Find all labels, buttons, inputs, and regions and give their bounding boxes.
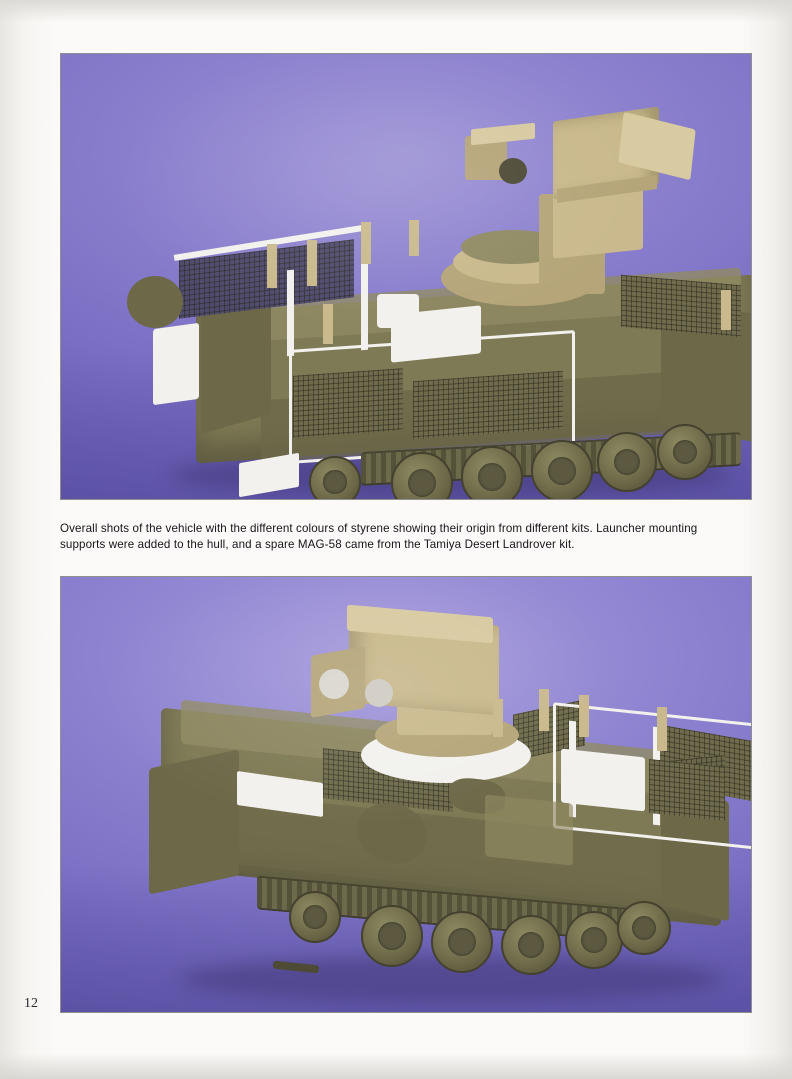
figure-bottom xyxy=(60,576,752,1013)
figure-top xyxy=(60,53,752,500)
railing-post-1 xyxy=(287,270,294,356)
sight-lens xyxy=(499,158,527,184)
grab-handle-2-3 xyxy=(657,707,667,751)
grab-handle-2-2 xyxy=(579,695,589,737)
railing-post-2 xyxy=(361,258,368,350)
road-wheel-5 xyxy=(657,424,713,480)
grab-handle-2 xyxy=(307,240,317,286)
mg-mount xyxy=(471,123,535,146)
road-wheel-2-3 xyxy=(501,915,561,975)
railing-mesh-2 xyxy=(649,759,725,821)
drive-sprocket-2 xyxy=(289,891,341,943)
idler-wheel xyxy=(309,456,361,500)
road-wheel-2-1 xyxy=(361,905,423,967)
page-edge-bottom xyxy=(0,1053,792,1079)
grab-handle-3 xyxy=(323,304,333,344)
figure-caption: Overall shots of the vehicle with the different colours of styrene showing their origin from different kits. Launcher mounting supports were added to the hull, and a spare MAG-58 came from the Tamiya Desert Landrover kit. xyxy=(60,521,698,552)
photo-backdrop-top xyxy=(61,54,751,499)
road-wheel-3 xyxy=(531,440,593,500)
road-wheel-4 xyxy=(597,432,657,492)
front-light-guard xyxy=(709,386,751,432)
grab-handle-1 xyxy=(267,244,277,288)
idler-wheel-2 xyxy=(617,901,671,955)
grab-handle-2-1 xyxy=(539,689,549,731)
hull-side-panel-2 xyxy=(485,794,573,865)
rear-drum xyxy=(127,276,183,328)
road-wheel-2-4 xyxy=(565,911,623,969)
page-number: 12 xyxy=(24,996,38,1011)
sight-lens-left-2 xyxy=(319,669,349,699)
photo-backdrop-bottom xyxy=(61,577,751,1012)
grab-handle-6 xyxy=(721,290,731,330)
railing-panel-2 xyxy=(561,749,645,812)
grab-handle-4 xyxy=(361,222,371,264)
rear-stowage-box xyxy=(153,323,199,405)
road-wheel-2 xyxy=(461,446,523,500)
page-edge-top xyxy=(0,0,792,22)
spare-mag58-mount xyxy=(377,294,419,328)
road-wheel-2-2 xyxy=(431,911,493,973)
sight-lens-right-2 xyxy=(365,679,393,707)
grab-handle-5 xyxy=(409,220,419,256)
grab-handle-2-4 xyxy=(493,699,503,737)
